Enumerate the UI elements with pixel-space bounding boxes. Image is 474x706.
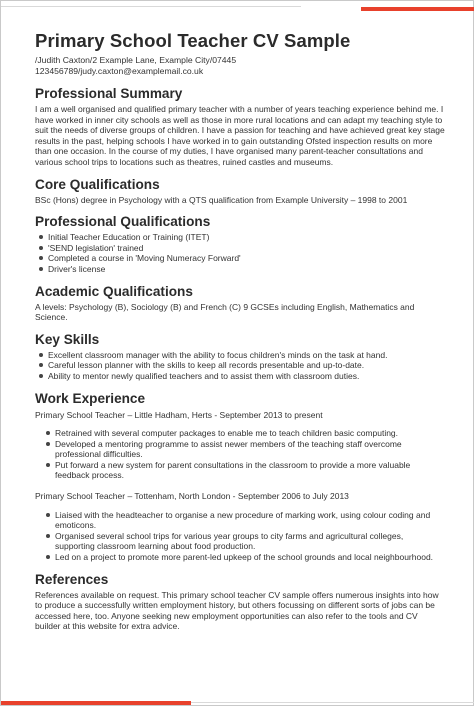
bullet-icon: [39, 374, 43, 378]
list-item-text: Initial Teacher Education or Training (ITET): [48, 232, 210, 243]
core-qualifications-text: BSc (Hons) degree in Psychology with a QTS qualification from Example University – 1998 to 2001: [35, 194, 408, 205]
list-item: [35, 428, 445, 439]
list-item-text: Excellent classroom manager with the ability to focus children's minds on the task at hand.: [48, 349, 388, 360]
list-item: [35, 350, 445, 361]
summary-text: I am a well organised and qualified primary teacher with a number of years teaching experience behind me. I have worked in inner city schools as well as those in more rural locations and can adapt my teaching style to suit the needs of diverse groups of children. I have a passion for teaching and have achieved great key stage results in the past, helping schools I have worked in to gain outstanding Ofsted inspection results on more than one occasion. In the course of my duties, I have organised many parent-teacher consultations and various school trips to locations such as theatres, ruined castles and museums.: [35, 104, 445, 167]
list-item-text: Developed a mentoring programme to assist newer members of the teaching staff overcome professional difficulties.: [55, 438, 402, 460]
list-item: [35, 360, 445, 371]
list-item: [35, 253, 445, 264]
references-heading: References: [35, 571, 109, 587]
list-item-text: Organised several school trips for various year groups to city farms and agricultural colleges, supporting classroom learning about food production.: [55, 530, 404, 552]
bullet-icon: [39, 353, 43, 357]
list-item: [35, 371, 445, 382]
bottom-rule: [191, 702, 474, 703]
top-decoration: [1, 1, 474, 15]
bullet-icon: [46, 555, 50, 559]
list-item-text: Put forward a new system for parent consultations in the classroom to provide a more valuable feedback process.: [55, 459, 411, 481]
list-item: [35, 439, 445, 460]
contact-line-1: /Judith Caxton/2 Example Lane, Example City/07445: [35, 55, 237, 65]
bullet-icon: [39, 235, 43, 239]
job-title-1: Primary School Teacher – Little Hadham, Herts - September 2013 to present: [35, 409, 323, 420]
list-item: [35, 243, 445, 254]
list-item-text: Ability to mentor newly qualified teachers and to assist them with classroom duties.: [48, 370, 360, 381]
list-item: [35, 531, 445, 552]
key-skills-list: [35, 350, 445, 382]
list-item: [35, 232, 445, 243]
job-title-2: Primary School Teacher – Tottenham, North London - September 2006 to July 2013: [35, 491, 349, 502]
academic-qualifications-text: A levels: Psychology (B), Sociology (B) and French (C) 9 GCSEs including English, Mathematics and Science.: [35, 301, 415, 323]
list-item: [35, 510, 445, 531]
list-item-text: Led on a project to promote more parent-led upkeep of the school grounds and local neighbourhood.: [55, 552, 434, 563]
cv-title: Primary School Teacher CV Sample: [35, 30, 351, 51]
list-item-text: Driver's license: [48, 263, 106, 274]
list-item-text: Retrained with several computer packages to enable me to teach children basic computing.: [55, 428, 399, 439]
list-item: [35, 460, 445, 481]
bullet-icon: [46, 463, 50, 467]
summary-heading: Professional Summary: [35, 86, 183, 101]
professional-qualifications-heading: Professional Qualifications: [35, 214, 211, 230]
work-experience-heading: Work Experience: [35, 390, 146, 406]
bullet-icon: [46, 442, 50, 446]
bottom-accent-bar: [1, 701, 191, 705]
bullet-icon: [46, 534, 50, 538]
academic-qualifications-heading: Academic Qualifications: [35, 283, 193, 299]
bullet-icon: [39, 363, 43, 367]
contact-line-2: 123456789/judy.caxton@examplemail.co.uk: [35, 66, 204, 76]
job-1-duties: [35, 428, 445, 481]
bullet-icon: [39, 267, 43, 271]
bullet-icon: [39, 256, 43, 260]
list-item: [35, 552, 445, 563]
contact-details: [35, 55, 445, 77]
top-rule: [1, 6, 301, 7]
list-item-text: Careful lesson planner with the skills to keep all records presentable and up-to-date.: [48, 360, 365, 371]
bullet-icon: [46, 513, 50, 517]
references-text: References available on request. This primary school teacher CV sample offers numerous insights into how to produce a successfully written employment history, but others focussing on different sorts of jobs can be accessed here, too. Anyone seeking new employment opportunities can also refer to the tools and CV builder at this website for extra advice.: [35, 589, 439, 632]
cv-content: [35, 30, 445, 632]
list-item-text: 'SEND legislation' trained: [48, 242, 144, 253]
core-qualifications-heading: Core Qualifications: [35, 176, 160, 192]
bottom-decoration: [1, 699, 474, 705]
professional-qualifications-list: [35, 232, 445, 274]
list-item-text: Liaised with the headteacher to organise a new procedure of marking work, using colour coding and emoticons.: [55, 509, 431, 531]
key-skills-heading: Key Skills: [35, 331, 100, 347]
list-item-text: Completed a course in 'Moving Numeracy Forward': [48, 253, 241, 264]
list-item: [35, 264, 445, 275]
bullet-icon: [39, 246, 43, 250]
job-2-duties: [35, 510, 445, 563]
bullet-icon: [46, 431, 50, 435]
top-accent-bar: [361, 7, 474, 11]
